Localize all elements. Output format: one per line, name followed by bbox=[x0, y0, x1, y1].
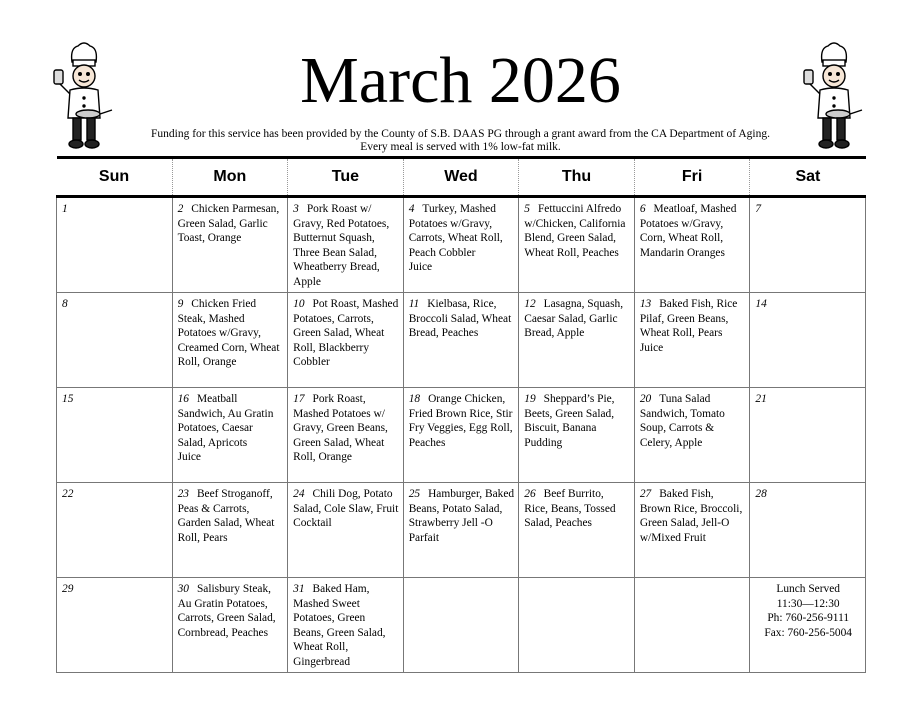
day-number: 13 bbox=[639, 298, 652, 310]
weekday-header-sun: Sun bbox=[57, 158, 173, 197]
day-number: 12 bbox=[524, 298, 536, 310]
day-cell bbox=[57, 483, 173, 578]
day-cell bbox=[403, 388, 519, 483]
day-number: 5 bbox=[524, 203, 530, 215]
week-row bbox=[57, 293, 866, 388]
menu-text: Meatball Sandwich, Au Gratin Potatoes, Caesar Salad, Apricots bbox=[177, 393, 274, 449]
weekday-header-wed: Wed bbox=[403, 158, 519, 197]
menu-extra: Juice bbox=[177, 451, 201, 464]
day-cell bbox=[57, 197, 173, 293]
menu-text: Kielbasa, Rice, Broccoli Salad, Wheat Bread, Peaches bbox=[408, 298, 512, 340]
week-row bbox=[57, 197, 866, 293]
day-number: 7 bbox=[755, 203, 762, 215]
week-row bbox=[57, 483, 866, 578]
menu-text: Chicken Fried Steak, Mashed Potatoes w/Gravy, Creamed Corn, Wheat Roll, Orange bbox=[177, 298, 280, 369]
day-number: 31 bbox=[293, 583, 305, 595]
day-number: 6 bbox=[639, 203, 646, 215]
day-number: 10 bbox=[293, 298, 305, 310]
lunch-info-cell bbox=[750, 578, 866, 673]
menu-text: Pot Roast, Mashed Potatoes, Carrots, Green Salad, Wheat Roll, Blackberry Cobbler bbox=[293, 298, 399, 369]
menu-text: Meatloaf, Mashed Potatoes w/Gravy, Corn, Wheat Roll, Mandarin Oranges bbox=[639, 203, 737, 259]
day-cell bbox=[403, 578, 519, 673]
funding-line-2: Every meal is served with 1% low-fat milk. bbox=[360, 140, 561, 153]
lunch-info-line-3: Ph: 760-256-9111 bbox=[767, 612, 850, 625]
day-cell bbox=[288, 197, 404, 293]
day-cell bbox=[519, 197, 635, 293]
day-number: 11 bbox=[408, 298, 420, 310]
day-cell bbox=[172, 578, 288, 673]
menu-text: Baked Ham, Mashed Sweet Potatoes, Green Beans, Green Salad, Wheat Roll, Gingerbread bbox=[293, 583, 386, 668]
menu-text: Fettuccini Alfredo w/Chicken, California Blend, Green Salad, Wheat Roll, Peaches bbox=[524, 203, 626, 259]
day-cell bbox=[57, 293, 173, 388]
menu-text: Chili Dog, Potato Salad, Cole Slaw, Fruit Cocktail bbox=[293, 488, 399, 530]
day-cell bbox=[750, 388, 866, 483]
menu-text: Salisbury Steak, Au Gratin Potatoes, Carrots, Green Salad, Cornbread, Peaches bbox=[177, 583, 276, 639]
day-cell bbox=[172, 483, 288, 578]
lunch-info-line-1: Lunch Served bbox=[776, 583, 840, 595]
day-cell bbox=[519, 578, 635, 673]
day-cell bbox=[634, 578, 750, 673]
day-cell bbox=[57, 388, 173, 483]
menu-text: Lasagna, Squash, Caesar Salad, Garlic Bread, Apple bbox=[524, 298, 624, 340]
weekday-header-mon: Mon bbox=[172, 158, 288, 197]
day-number: 21 bbox=[755, 393, 767, 405]
day-number: 29 bbox=[62, 583, 74, 595]
day-cell bbox=[403, 293, 519, 388]
day-number: 30 bbox=[177, 583, 189, 595]
day-cell bbox=[288, 388, 404, 483]
day-number: 22 bbox=[62, 488, 74, 500]
day-number: 25 bbox=[408, 488, 421, 500]
day-cell bbox=[288, 578, 404, 673]
week-row bbox=[57, 388, 866, 483]
day-cell bbox=[519, 483, 635, 578]
day-cell bbox=[172, 388, 288, 483]
day-cell bbox=[172, 293, 288, 388]
weekday-header-sat: Sat bbox=[750, 158, 866, 197]
menu-text: Sheppard’s Pie, Beets, Green Salad, Biscuit, Banana Pudding bbox=[524, 393, 615, 449]
day-number: 1 bbox=[62, 203, 68, 215]
day-cell bbox=[288, 483, 404, 578]
menu-text: Hamburger, Baked Beans, Potato Salad, Strawberry Jell -O Parfait bbox=[408, 488, 515, 544]
day-number: 9 bbox=[177, 298, 184, 310]
weekday-header-tue: Tue bbox=[288, 158, 404, 197]
day-cell bbox=[288, 293, 404, 388]
day-cell bbox=[403, 483, 519, 578]
menu-text: Beef Burrito, Rice, Beans, Tossed Salad, Peaches bbox=[524, 488, 616, 530]
menu-text: Beef Stroganoff, Peas & Carrots, Garden Salad, Wheat Roll, Pears bbox=[177, 488, 275, 544]
day-cell bbox=[519, 293, 635, 388]
menu-extra: Juice bbox=[639, 341, 664, 354]
day-number: 28 bbox=[755, 488, 767, 500]
day-number: 4 bbox=[408, 203, 415, 215]
lunch-info-line-2: 11:30—12:30 bbox=[776, 597, 840, 610]
day-number: 15 bbox=[62, 393, 74, 405]
day-cell bbox=[750, 197, 866, 293]
day-cell bbox=[634, 197, 750, 293]
day-cell bbox=[634, 293, 750, 388]
day-number: 17 bbox=[293, 393, 305, 405]
funding-line-1: Funding for this service has been provided by the County of S.B. DAAS PG through a grant award from the CA Department of Aging. bbox=[151, 128, 770, 140]
menu-text: Chicken Parmesan, Green Salad, Garlic Toast, Orange bbox=[177, 203, 280, 245]
day-cell bbox=[519, 388, 635, 483]
page-title: March 2026 bbox=[300, 44, 621, 117]
menu-text: Pork Roast w/ Gravy, Red Potatoes, Butternut Squash, Three Bean Salad, Wheatberry Bread, Apple bbox=[293, 203, 390, 288]
lunch-info-line-4: Fax: 760-256-5004 bbox=[764, 626, 852, 639]
menu-text: Turkey, Mashed Potatoes w/Gravy, Carrots, Wheat Roll, Peach Cobbler bbox=[408, 203, 503, 259]
day-number: 16 bbox=[177, 393, 189, 405]
menu-text: Baked Fish, Rice Pilaf, Green Beans, Wheat Roll, Pears bbox=[639, 298, 738, 340]
day-cell bbox=[172, 197, 288, 293]
week-row bbox=[57, 578, 866, 673]
day-number: 26 bbox=[524, 488, 536, 500]
menu-text: Tuna Salad Sandwich, Tomato Soup, Carrots & Celery, Apple bbox=[639, 393, 725, 449]
menu-extra: Juice bbox=[408, 261, 433, 274]
day-cell bbox=[750, 293, 866, 388]
menu-text: Baked Fish, Brown Rice, Broccoli, Green Salad, Jell-O w/Mixed Fruit bbox=[639, 488, 743, 544]
day-number: 24 bbox=[293, 488, 305, 500]
day-cell bbox=[634, 388, 750, 483]
day-cell bbox=[403, 197, 519, 293]
menu-text: Orange Chicken, Fried Brown Rice, Stir Fry Veggies, Egg Roll, Peaches bbox=[408, 393, 513, 449]
weekday-header-fri: Fri bbox=[634, 158, 750, 197]
day-cell bbox=[750, 483, 866, 578]
day-number: 3 bbox=[293, 203, 299, 215]
weekday-header-thu: Thu bbox=[519, 158, 635, 197]
funding-notice bbox=[0, 128, 921, 153]
day-number: 20 bbox=[639, 393, 652, 405]
day-cell bbox=[634, 483, 750, 578]
day-number: 27 bbox=[639, 488, 652, 500]
calendar-grid bbox=[56, 156, 866, 673]
day-number: 2 bbox=[177, 203, 184, 215]
day-number: 18 bbox=[408, 393, 421, 405]
day-number: 19 bbox=[524, 393, 536, 405]
menu-text: Pork Roast, Mashed Potatoes w/ Gravy, Green Beans, Green Salad, Wheat Roll, Orange bbox=[293, 393, 388, 464]
day-cell bbox=[57, 578, 173, 673]
weekday-header-row bbox=[57, 158, 866, 197]
day-number: 23 bbox=[177, 488, 189, 500]
day-number: 14 bbox=[755, 298, 767, 310]
day-number: 8 bbox=[62, 298, 68, 310]
